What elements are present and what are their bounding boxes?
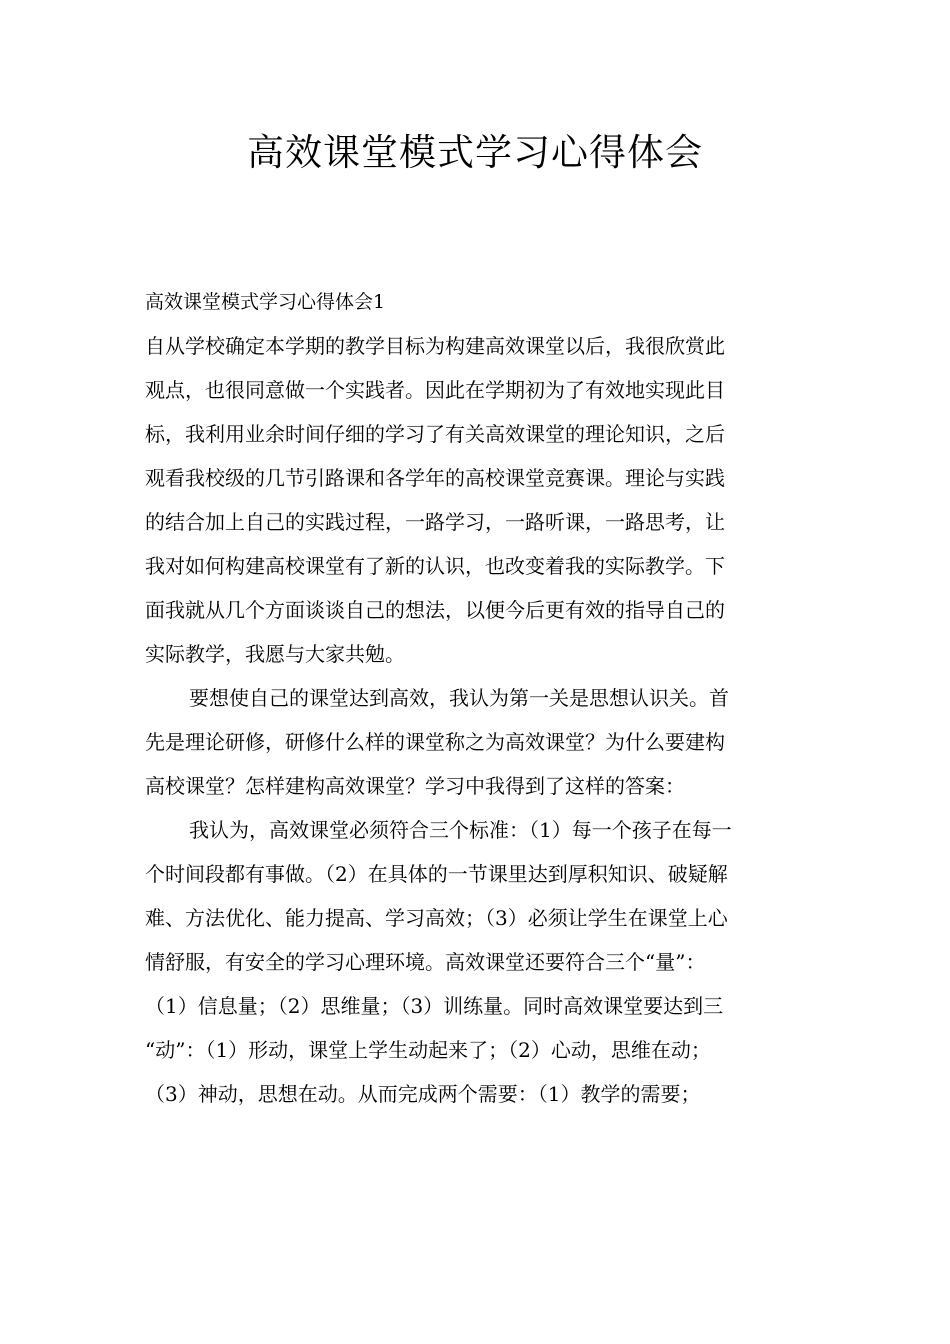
paragraph-line: 标，我利用业余时间仔细的学习了有关高效课堂的理论知识，之后	[145, 422, 725, 446]
paragraph-line: “动”：（1）形动，课堂上学生动起来了；（2）心动，思维在动；	[145, 1038, 711, 1062]
paragraph-2	[145, 676, 810, 808]
paragraph-3	[145, 808, 810, 1116]
paragraph-line: 要想使自己的课堂达到高效，我认为第一关是思想认识关。首	[189, 686, 729, 710]
document-body	[145, 280, 810, 1116]
paragraph-line: 我对如何构建高校课堂有了新的认识，也改变着我的实际教学。下	[145, 554, 725, 578]
paragraph-line: （1）信息量；（2）思维量；（3）训练量。同时高效课堂要达到三	[145, 994, 724, 1018]
paragraph-line: 观看我校级的几节引路课和各学年的高校课堂竞赛课。理论与实践	[145, 466, 725, 490]
paragraph-line: 高校课堂？怎样建构高效课堂？学习中我得到了这样的答案：	[145, 774, 685, 798]
paragraph-line: 个时间段都有事做。（2）在具体的一节课里达到厚积知识、破疑解	[145, 862, 728, 886]
paragraph-line: 我认为，高效课堂必须符合三个标准：（1）每一个孩子在每一	[189, 818, 732, 842]
paragraph-line: 先是理论研修，研修什么样的课堂称之为高效课堂？为什么要建构	[145, 730, 725, 754]
paragraph-line: （3）神动，思想在动。从而完成两个需要：（1）教学的需要；	[145, 1082, 701, 1106]
paragraph-1	[145, 324, 810, 676]
paragraph-line: 实际教学，我愿与大家共勉。	[145, 642, 405, 666]
paragraph-line: 自从学校确定本学期的教学目标为构建高效课堂以后，我很欣赏此	[145, 334, 725, 358]
paragraph-line: 观点，也很同意做一个实践者。因此在学期初为了有效地实现此目	[145, 378, 725, 402]
paragraph-line: 的结合加上自己的实践过程，一路学习，一路听课，一路思考，让	[145, 510, 725, 534]
paragraph-line: 情舒服，有安全的学习心理环境。高效课堂还要符合三个“量”：	[145, 950, 706, 974]
paragraph-line: 面我就从几个方面谈谈自己的想法，以便今后更有效的指导自己的	[145, 598, 725, 622]
section-heading: 高效课堂模式学习心得体会1	[145, 291, 386, 313]
document-title: 高效课堂模式学习心得体会	[247, 131, 703, 174]
paragraph-line: 难、方法优化、能力提高、学习高效；（3）必须让学生在课堂上心	[145, 906, 728, 930]
